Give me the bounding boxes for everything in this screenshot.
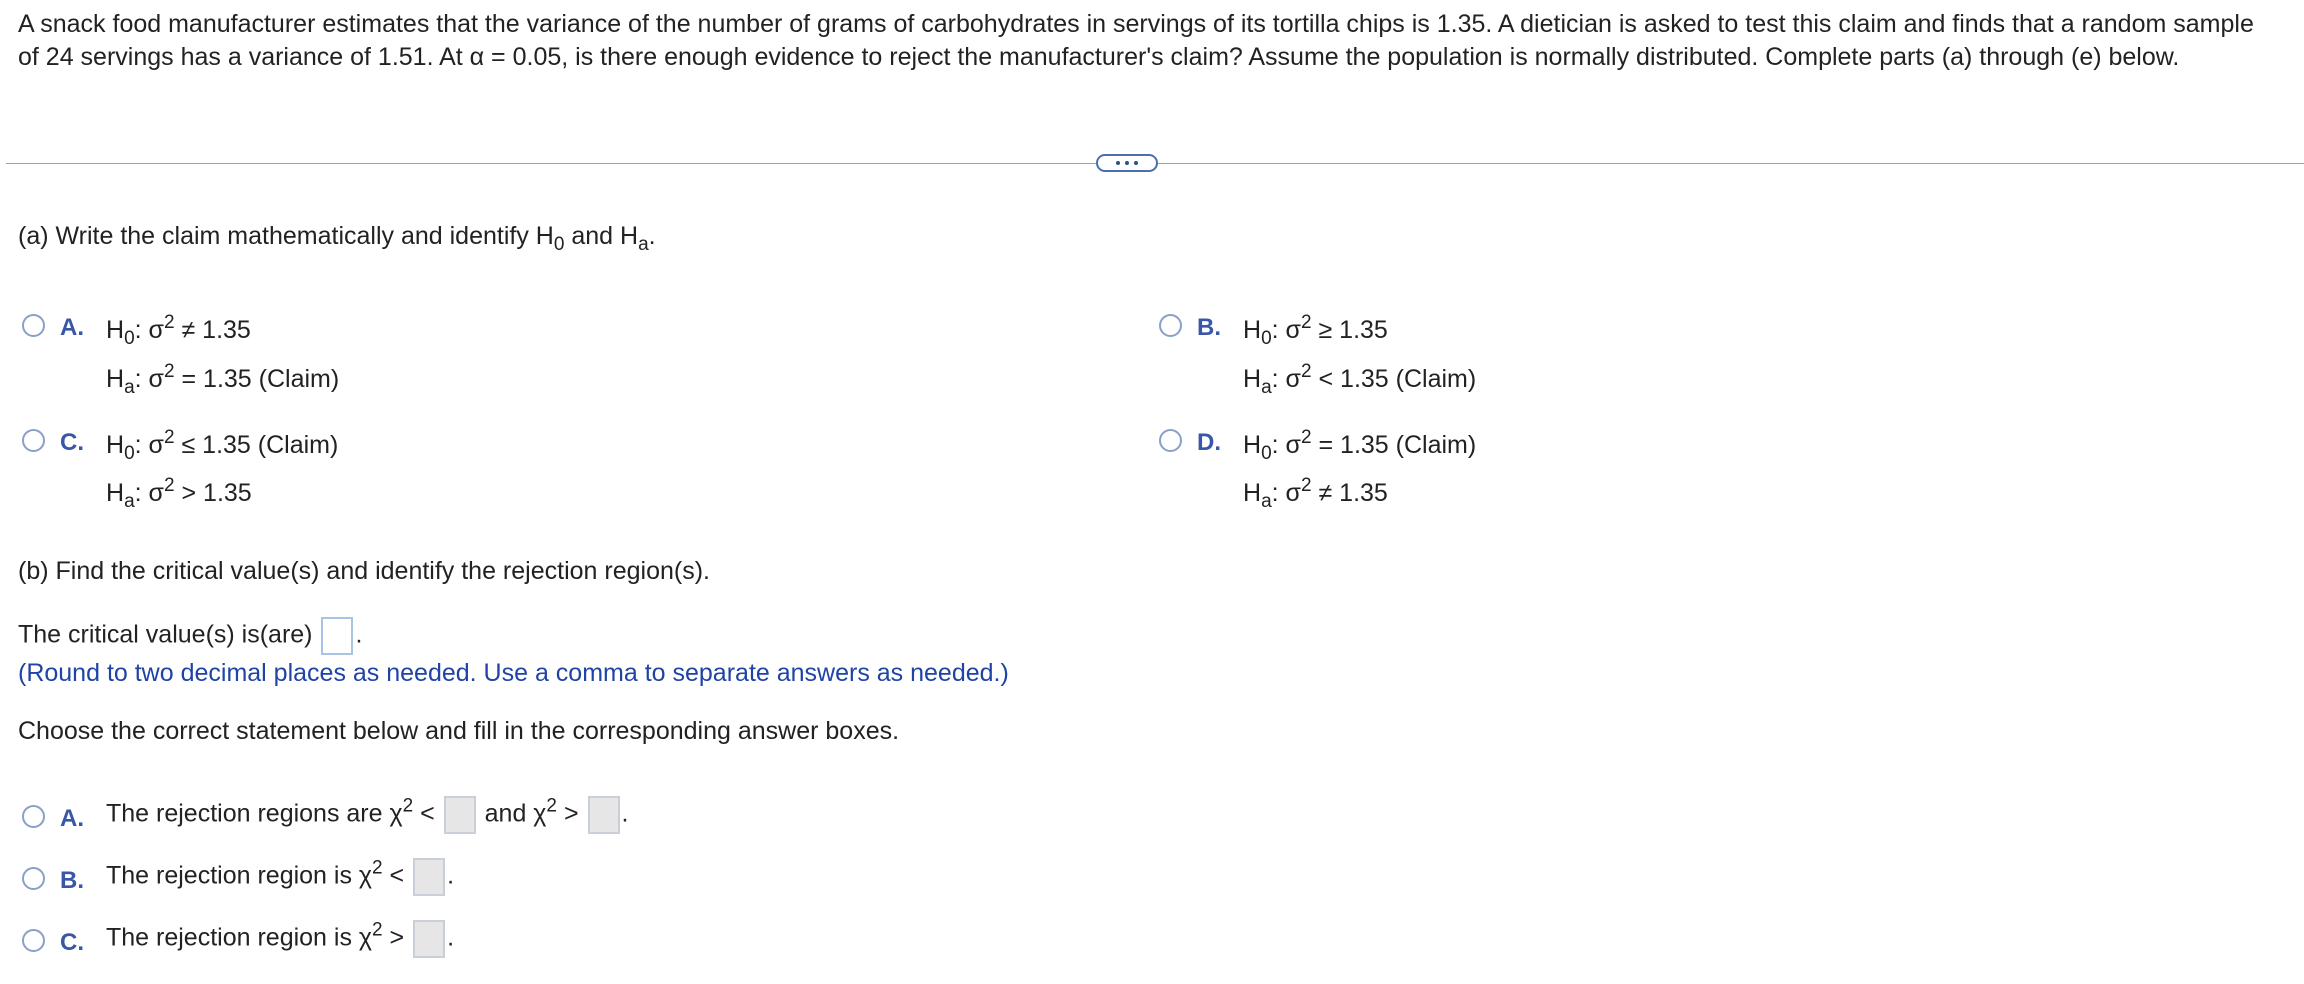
part-a-option-b-radio[interactable] <box>1159 314 1182 337</box>
dot-icon <box>1134 161 1138 165</box>
part-a-option-d-h0: $H_0$: $\sigma^2 = 1.35$ (Claim) <box>1243 427 1477 464</box>
part-a-option-a-letter: A. <box>60 314 84 341</box>
part-a-option-d-ha: $H_a$: $\sigma^2 \ne 1.35$ <box>1243 475 1388 512</box>
part-b-option-c-text: The rejection region is $\chi^2$ > . <box>106 920 454 958</box>
critical-value-input[interactable] <box>321 617 353 655</box>
part-a-option-a-ha: $H_a$: $\sigma^2 = 1.35$ (Claim) <box>106 361 340 398</box>
part-a-option-d-letter: D. <box>1197 429 1221 456</box>
part-b-option-a-letter: A. <box>60 805 84 832</box>
lower-critical-input[interactable] <box>444 796 476 834</box>
rounding-hint: (Round to two decimal places as needed. Use a comma to separate answers as needed.) <box>18 659 1009 687</box>
part-b-option-c-letter: C. <box>60 929 84 956</box>
part-a-option-b-letter: B. <box>1197 314 1221 341</box>
part-a-option-c-radio[interactable] <box>22 429 45 452</box>
part-a-option-b-ha: $H_a$: $\sigma^2 < 1.35$ (Claim) <box>1243 361 1477 398</box>
part-a-title: (a) Write the claim mathematically and identify $H_0$ and $H_a$. <box>18 222 656 255</box>
dot-icon <box>1116 161 1120 165</box>
part-a-option-a-h0: $H_0$: $\sigma^2 \ne 1.35$ <box>106 312 251 349</box>
part-b-option-b-letter: B. <box>60 867 84 894</box>
right-tail-input[interactable] <box>413 920 445 958</box>
part-b-option-a-radio[interactable] <box>22 805 45 828</box>
expand-more-button[interactable] <box>1096 154 1158 172</box>
part-b-title: (b) Find the critical value(s) and identify the rejection region(s). <box>18 557 710 585</box>
part-a-option-c-ha: $H_a$: $\sigma^2 > 1.35$ <box>106 475 252 512</box>
upper-critical-input[interactable] <box>588 796 620 834</box>
critical-value-label: The critical value(s) is(are) <box>18 620 313 649</box>
left-tail-input[interactable] <box>413 858 445 896</box>
part-a-option-c-h0: $H_0$: $\sigma^2 \le 1.35$ (Claim) <box>106 427 339 464</box>
part-b-option-b-text: The rejection region is $\chi^2$ < . <box>106 858 454 896</box>
part-a-option-c-letter: C. <box>60 429 84 456</box>
part-b-option-b-radio[interactable] <box>22 867 45 890</box>
part-b-option-a-text: The rejection regions are $\chi^2$ < and $\chi^2$ > . <box>106 796 628 834</box>
period: . <box>355 620 363 649</box>
dot-icon <box>1125 161 1129 165</box>
part-a-option-a-radio[interactable] <box>22 314 45 337</box>
critical-value-line <box>18 617 362 655</box>
choose-instruction: Choose the correct statement below and fill in the corresponding answer boxes. <box>18 717 900 745</box>
part-b-option-c-radio[interactable] <box>22 929 45 952</box>
problem-statement: A snack food manufacturer estimates that the variance of the number of grams of carbohydrates in servings of its tortilla chips is 1.35. A dietician is asked to test this claim and finds that a random sample of 24 servings has a variance of 1.51. At α = 0.05, is there enough evidence to reject the manufacturer's claim? Assume the population is normally distributed. Complete parts (a) through (e) below. <box>18 10 2254 71</box>
part-a-option-b-h0: $H_0$: $\sigma^2 \ge 1.35$ <box>1243 312 1388 349</box>
part-a-option-d-radio[interactable] <box>1159 429 1182 452</box>
